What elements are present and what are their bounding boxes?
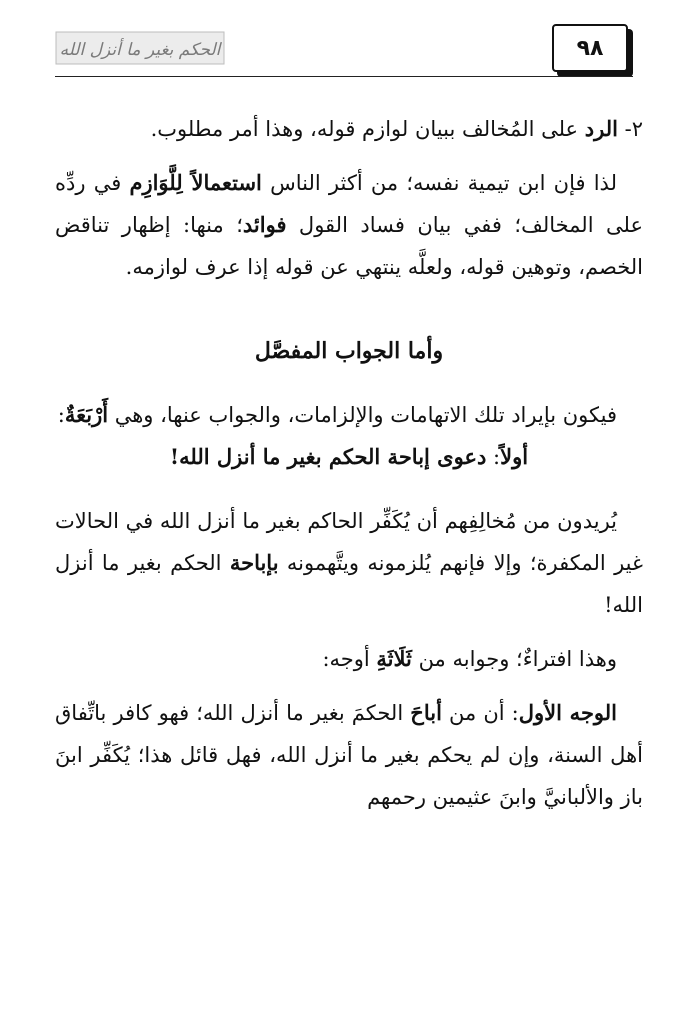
paragraph-reply: ٢- الرد على المُخالف ببيان لوازم قوله، وهذا أمر مطلوب. <box>150 116 643 141</box>
bold-term: ثَلَاثَةِ <box>376 646 412 671</box>
book-title-calligraphy <box>55 28 225 68</box>
point-label: أولاً <box>500 444 529 469</box>
section-heading: وأما الجواب المفصَّل <box>254 338 444 364</box>
bold-term: استعمالاً لِلَّوَازِم <box>129 170 262 195</box>
paragraph-claim: يُريدون من مُخالِفِهم أن يُكَفِّر الحاكم بغير ما أنزل الله في الحالات غير المكفرة؛ وإلا فإنهم يُلزمونه ويتَّهمونه بإباحة الحكم بغير ما أنزل الله! <box>55 509 643 617</box>
paragraph-ibn-taymiyya: لذا فإن ابن تيمية نفسه؛ من أكثر الناس استعمالاً لِلَّوَازِم في ردِّه على المخالف؛ ففي بيان فساد القول فوائد؛ منها: إظهار تناقض الخصم، وتوهين قوله، ولعلَّه ينتهي عن قوله إذا عرف لوازمه. <box>55 170 643 279</box>
header-rule <box>55 76 633 77</box>
page-number: ٩٨ <box>576 35 604 61</box>
page-header <box>0 0 697 80</box>
bold-term: فوائد <box>242 212 287 237</box>
page-body <box>55 108 643 818</box>
bold-term: الوجه الأول <box>518 700 618 725</box>
bold-term: بإباحة <box>229 550 279 575</box>
paragraph-intro: فيكون بإيراد تلك الاتهامات والإلزامات، والجواب عنها، وهي أَرْبَعَةٌ: <box>57 402 617 427</box>
paragraph-first-aspect: الوجه الأول: أن من أباحَ الحكمَ بغير ما أنزل الله؛ فهو كافر باتِّفاق أهل السنة، وإن لم يحكم بغير ما أنزل الله، فهل قائل هذا؛ يُكَفِّر ابنَ باز والألبانيَّ وابنَ عثيمين رحمهم <box>55 700 643 809</box>
bold-term: أباحَ <box>410 700 442 725</box>
list-number: ٢- <box>617 117 643 141</box>
first-point-heading: أولاً: دعوى إباحة الحكم بغير ما أنزل الله! <box>169 444 529 469</box>
bold-term: الرد <box>584 116 618 141</box>
point-title: دعوى إباحة الحكم بغير ما أنزل الله! <box>169 444 487 469</box>
bold-term: أَرْبَعَةٌ <box>64 402 109 427</box>
paragraph-reply-intro: وهذا افتراءٌ؛ وجوابه من ثَلَاثَةِ أوجه: <box>322 646 617 671</box>
book-title-text: الحكم بغير ما أنزل الله <box>59 40 221 60</box>
page-number-box <box>552 24 628 72</box>
